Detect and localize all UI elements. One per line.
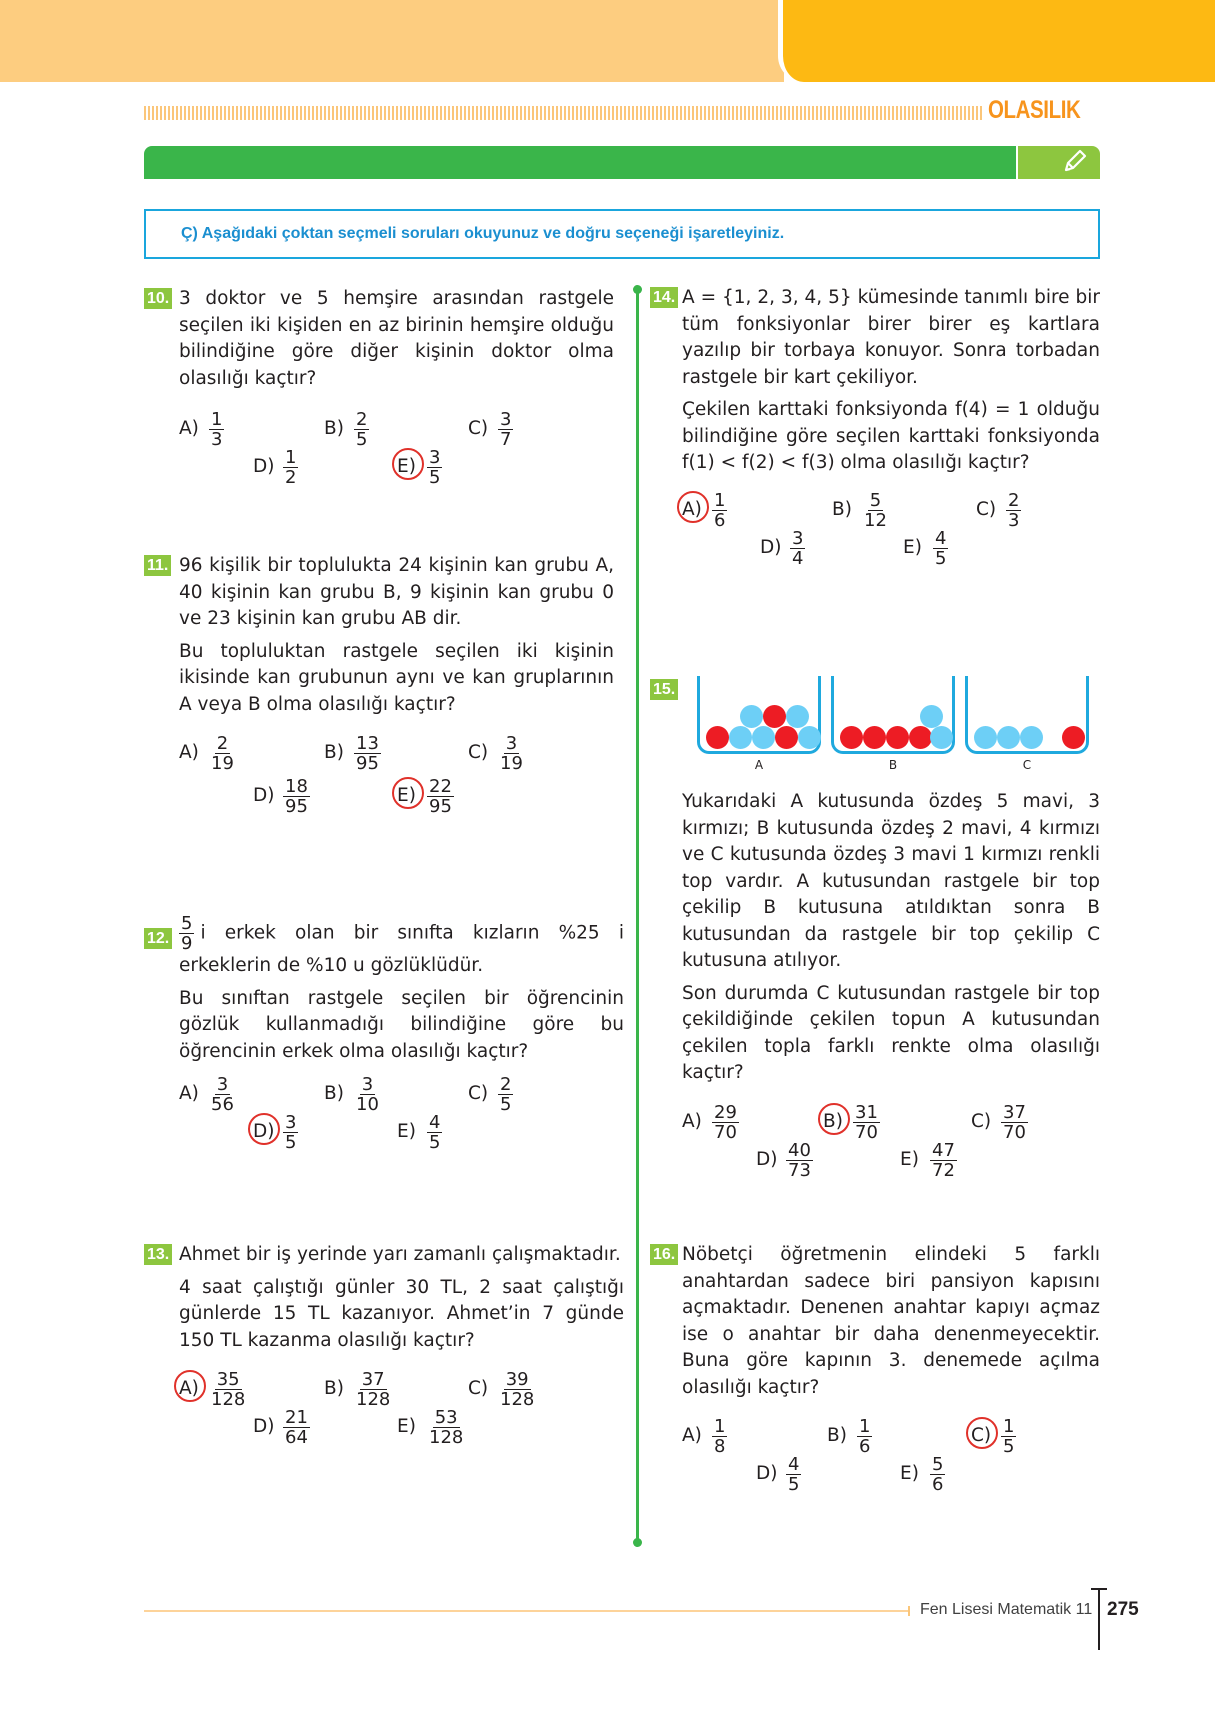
column-divider <box>636 289 639 1544</box>
option-a[interactable]: A) $\frac{1}{8}$ <box>682 1416 726 1457</box>
option-e[interactable]: E) $\frac{4}{5}$ <box>397 1112 441 1153</box>
box-a-label: A <box>754 758 764 772</box>
question-text: 96 kişilik bir toplulukta 24 kişinin kan grubu A, 40 kişinin kan grubu B, 9 kişinin kan grubu 0 ve 23 kişinin kan grubu AB dir. <box>179 555 614 629</box>
option-b[interactable]: B) $\frac{1}{6}$ <box>827 1416 871 1457</box>
marked-answer-circle: C) <box>971 1423 997 1450</box>
edit-tab <box>1018 146 1100 179</box>
option-d[interactable]: D) $\frac{3}{4}$ <box>760 527 804 569</box>
option-a[interactable]: A) $\frac{3}{56}$ <box>179 1074 234 1115</box>
option-e[interactable]: E) $\frac{4}{5}$ <box>903 527 947 569</box>
option-e[interactable]: E) $\frac{5}{6}$ <box>900 1454 944 1495</box>
ball-boxes-figure <box>697 676 1087 776</box>
footer-rule-tick <box>908 1606 910 1616</box>
option-c[interactable]: C) $\frac{3}{7}$ <box>468 409 512 450</box>
question-number: 13. <box>144 1244 172 1265</box>
lead-fraction: $\frac{5}{9}$ <box>181 913 193 954</box>
question-11 <box>144 553 614 817</box>
box-c <box>965 676 1089 754</box>
question-10 <box>144 286 614 490</box>
option-c[interactable]: C) $\frac{1}{5}$ <box>971 1416 1015 1457</box>
option-c[interactable]: C) $\frac{3}{19}$ <box>468 733 523 774</box>
box-b <box>831 676 955 754</box>
marked-answer-circle: E) <box>397 783 423 810</box>
page-number: 275 <box>1107 1599 1139 1620</box>
box-a <box>697 676 821 754</box>
options <box>179 410 614 490</box>
option-d[interactable]: D) $\frac{18}{95}$ <box>253 776 308 817</box>
option-b[interactable]: B) $\frac{37}{128}$ <box>324 1369 391 1410</box>
question-14 <box>650 285 1100 571</box>
option-e[interactable]: E) $\frac{53}{128}$ <box>397 1407 464 1448</box>
question-number: 11. <box>144 555 171 576</box>
question-number: 16. <box>650 1244 678 1265</box>
section-title: OLASILIK <box>988 96 1081 124</box>
option-b[interactable]: B) $\frac{5}{12}$ <box>832 489 887 531</box>
marked-answer-circle: A) <box>179 1376 205 1403</box>
question-12 <box>144 914 624 1155</box>
option-c[interactable]: C) $\frac{2}{3}$ <box>976 489 1020 531</box>
question-text: $\frac{5}{9}$ i erkek olan bir sınıfta kızların %25 i erkeklerin de %10 u gözlüklüdür. <box>179 913 624 976</box>
options <box>682 491 1100 571</box>
options <box>179 1075 624 1155</box>
question-text: Son durumda C kutusundan rastgele bir top çekildiğinde çekilen topun A kutusundan çekilen topla farklı renkte olma olasılığı kaçtır? <box>682 982 1100 1083</box>
options <box>682 1417 1100 1497</box>
marked-answer-circle: E) <box>397 454 423 481</box>
question-text: A = {1, 2, 3, 4, 5} kümesinde tanımlı bire bir tüm fonksiyonlar birer birer eş kartlara yazılıp bir torbaya konuyor. Sonra torbadan rastgele bir kart çekiliyor. <box>682 287 1100 388</box>
option-a[interactable]: A) $\frac{2}{19}$ <box>179 733 234 774</box>
marked-answer-circle: B) <box>823 1109 849 1136</box>
box-b-label: B <box>888 758 898 772</box>
header-band-dark <box>778 0 1215 82</box>
option-c[interactable]: C) $\frac{2}{5}$ <box>468 1074 512 1115</box>
divider-dot-bottom <box>633 1538 642 1547</box>
options <box>179 733 614 817</box>
question-text: Bu topluluktan rastgele seçilen iki kişinin ikisinde kan grubunun aynı ve kan gruplarının A veya B olma olasılığı kaçtır? <box>179 640 614 715</box>
question-text: Ahmet bir iş yerinde yarı zamanlı çalışmaktadır. <box>179 1244 621 1265</box>
question-15-number: 15. <box>650 679 678 700</box>
question-number: 10. <box>144 288 172 309</box>
footer-rule <box>144 1610 909 1612</box>
option-d[interactable]: D) $\frac{21}{64}$ <box>253 1407 308 1448</box>
footer-divider <box>1098 1588 1100 1650</box>
question-text: Yukarıdaki A kutusunda özdeş 5 mavi, 3 kırmızı; B kutusunda özdeş 2 mavi, 4 kırmızı ve C kutusunda özdeş 3 mavi 1 kırmızı renkli top vardır. A kutusundan rastgele bir top çekilip B kutusuna atıldıktan sonra B kutusundan da rastgele bir top çekilip C kutusuna atılıyor. <box>682 791 1100 971</box>
question-number: 12. <box>144 928 172 949</box>
marked-answer-circle: A) <box>682 497 708 524</box>
divider-dot-top <box>633 285 642 294</box>
option-d[interactable]: D) $\frac{3}{5}$ <box>253 1112 297 1153</box>
question-text: Çekilen karttaki fonksiyonda f(4) = 1 olduğu bilindiğine göre seçilen karttaki fonksiyonda f(1) < f(2) < f(3) olma olasılığı kaçtır? <box>682 399 1100 473</box>
option-b[interactable]: B) $\frac{31}{70}$ <box>823 1101 878 1143</box>
option-e[interactable]: E) $\frac{22}{95}$ <box>397 776 452 817</box>
question-text: Nöbetçi öğretmenin elindeki 5 farklı anahtardan sadece biri pansiyon kapısını açmaktadır. Denenen anahtar kapıyı açmaz ise o anahtar bir daha denenmeyecektir. Buna göre kapının 3. denemede açılma olasılığı kaçtır? <box>682 1244 1100 1398</box>
option-a[interactable]: A) $\frac{1}{3}$ <box>179 409 223 450</box>
box-c-label: C <box>1022 758 1032 772</box>
question-13 <box>144 1242 624 1450</box>
options <box>179 1370 624 1450</box>
option-d[interactable]: D) $\frac{1}{2}$ <box>253 447 297 488</box>
option-e[interactable]: E) $\frac{47}{72}$ <box>900 1139 955 1181</box>
header-band-light <box>0 0 780 82</box>
option-a[interactable]: A) $\frac{1}{6}$ <box>682 489 726 531</box>
question-text: 3 doktor ve 5 hemşire arasından rastgele seçilen iki kişiden en az birinin hemşire olduğu bilindiğine göre diğer kişinin doktor olma olasılığı kaçtır? <box>179 288 614 389</box>
question-16 <box>650 1242 1100 1497</box>
options <box>682 1103 1100 1183</box>
option-d[interactable]: D) $\frac{4}{5}$ <box>756 1454 800 1495</box>
option-c[interactable]: C) $\frac{37}{70}$ <box>971 1101 1026 1143</box>
option-e[interactable]: E) $\frac{3}{5}$ <box>397 447 441 488</box>
question-15 <box>650 789 1100 1183</box>
book-title: Fen Lisesi Matematik 11 <box>920 1601 1093 1618</box>
option-a[interactable]: A) $\frac{35}{128}$ <box>179 1369 246 1410</box>
question-number: 14. <box>650 287 678 308</box>
pencil-icon <box>1058 148 1088 178</box>
instruction-text: Ç) Aşağıdaki çoktan seçmeli soruları okuyunuz ve doğru seçeneği işaretleyiniz. <box>181 225 785 242</box>
title-dash-rule <box>144 106 982 120</box>
option-b[interactable]: B) $\frac{13}{95}$ <box>324 733 379 774</box>
question-text: Bu sınıftan rastgele seçilen bir öğrencinin gözlük kullanmadığı bilindiğine göre bu öğrencinin erkek olma olasılığı kaçtır? <box>179 987 624 1062</box>
option-c[interactable]: C) $\frac{39}{128}$ <box>468 1369 535 1410</box>
option-b[interactable]: B) $\frac{2}{5}$ <box>324 409 368 450</box>
option-d[interactable]: D) $\frac{40}{73}$ <box>756 1139 811 1181</box>
option-a[interactable]: A) $\frac{29}{70}$ <box>682 1101 737 1143</box>
marked-answer-circle: D) <box>253 1119 279 1146</box>
question-text: 4 saat çalıştığı günler 30 TL, 2 saat çalıştığı günlerde 15 TL kazanıyor. Ahmet’in 7 günde 150 TL kazanma olasılığı kaçtır? <box>179 1276 624 1351</box>
section-bar <box>144 146 1016 179</box>
option-b[interactable]: B) $\frac{3}{10}$ <box>324 1074 379 1115</box>
instruction-box <box>144 209 1100 259</box>
